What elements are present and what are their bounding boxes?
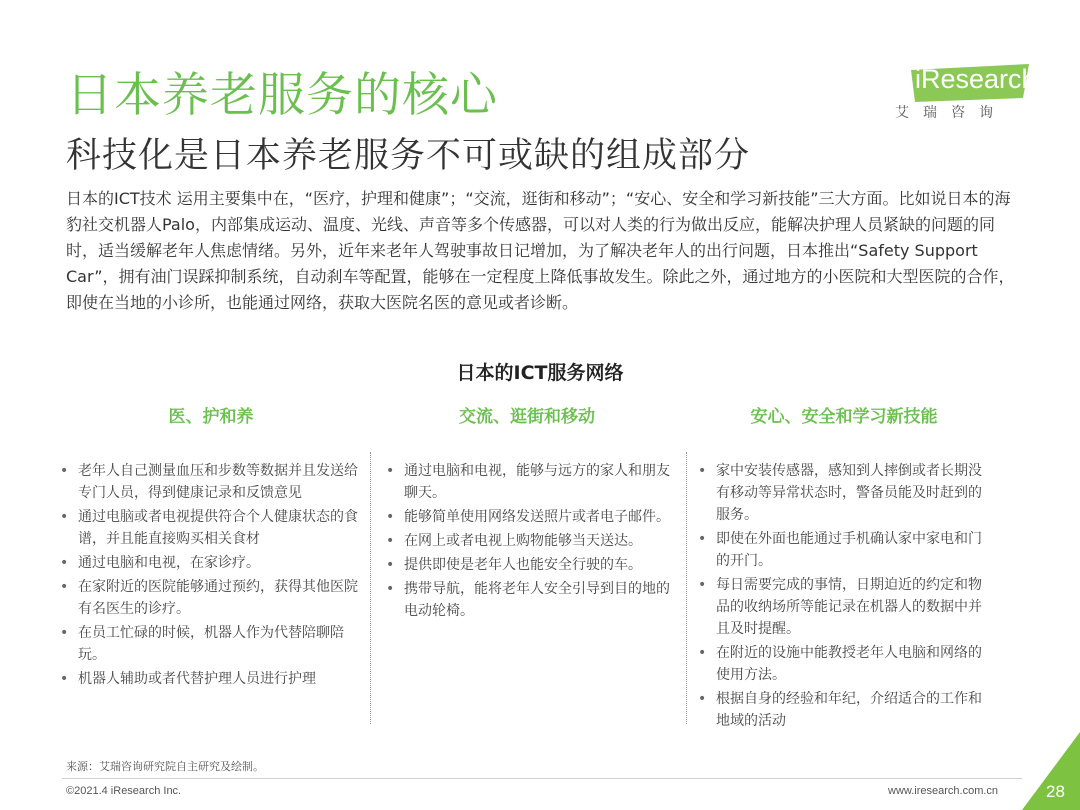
- column-list: [694, 460, 994, 732]
- list-item: • 根据自身的经验和年纪，介绍适合的工作和地域的活动: [694, 688, 994, 732]
- list-item: • 即使在外面也能通过手机确认家中家电和门的开门。: [694, 528, 994, 572]
- list-item: • 在网上或者电视上购物能够当天送达。: [382, 530, 672, 552]
- list-item: • 在家附近的医院能够通过预约，获得其他医院有名医生的诊疗。: [56, 576, 366, 620]
- logo-text: iResearch: [915, 64, 1037, 94]
- intro-paragraph: 日本的ICT技术 运用主要集中在，“医疗，护理和健康”；“交流，逛街和移动”；“安心、安全和学习新技能”三大方面。比如说日本的海豹社交机器人Palo，内部集成运动、温度、光线、声音等多个传感器，可以对人类的行为做出反应，能解决护理人员紧缺的问题的同时，适当缓解老年人焦虑情绪。另外，近年来老年人驾驶事故日记增加，为了解决老年人的出行问题，日本推出“Safety Support Car”，拥有油门误踩抑制系统，自动刹车等配置，能够在一定程度上降低事故发生。除此之外，通过地方的小医院和大型医院的合作，即使在当地的小诊所，也能通过网络，获取大医院名医的意见或者诊断。: [66, 189, 1015, 312]
- column-medical-care: [56, 402, 366, 692]
- list-item: • 通过电脑和电视，能够与远方的家人和朋友聊天。: [382, 460, 672, 504]
- list-item: • 提供即使是老年人也能安全行驶的车。: [382, 554, 672, 576]
- list-item: • 能够简单使用网络发送照片或者电子邮件。: [382, 506, 672, 528]
- list-item: • 家中安装传感器，感知到人摔倒或者长期没有移动等异常状态时，警备员能及时赶到的服务。: [694, 460, 994, 526]
- website-link[interactable]: www.iresearch.com.cn: [888, 785, 999, 797]
- list-item: • 老年人自己测量血压和步数等数据并且发送给专门人员，得到健康记录和反馈意见: [56, 460, 366, 504]
- network-title: 日本的ICT服务网络: [456, 362, 624, 384]
- iresearch-logo: [893, 58, 1037, 128]
- column-list: [56, 460, 366, 690]
- column-heading: 医、护和养: [168, 407, 254, 427]
- list-item: • 在附近的设施中能教授老年人电脑和网络的使用方法。: [694, 642, 994, 686]
- logo-chinese-text: 艾瑞咨询: [895, 105, 1007, 121]
- list-item: • 通过电脑和电视，在家诊疗。: [56, 552, 366, 574]
- page-subtitle: 科技化是日本养老服务不可或缺的组成部分: [66, 136, 751, 176]
- column-heading: 安心、安全和学习新技能: [750, 407, 938, 427]
- page-title: 日本养老服务的核心: [66, 68, 498, 123]
- list-item: • 每日需要完成的事情，日期迫近的约定和物品的收纳场所等能记录在机器人的数据中并且及时提醒。: [694, 574, 994, 640]
- list-item: • 携带导航，能将老年人安全引导到目的地的电动轮椅。: [382, 578, 672, 622]
- page-number: 28: [1046, 782, 1065, 801]
- copyright-text: ©2021.4 iResearch Inc.: [66, 785, 182, 797]
- column-list: [382, 460, 672, 622]
- column-heading: 交流、逛街和移动: [459, 407, 595, 427]
- footer-divider: [62, 778, 1022, 779]
- list-item: • 机器人辅助或者代替护理人员进行护理: [56, 668, 366, 690]
- column-safety: [694, 402, 994, 734]
- list-item: • 通过电脑或者电视提供符合个人健康状态的食谱，并且能直接购买相关食材: [56, 506, 366, 550]
- list-item: • 在员工忙碌的时候，机器人作为代替陪聊陪玩。: [56, 622, 366, 666]
- column-divider: [370, 452, 371, 724]
- source-note: 来源：艾瑞咨询研究院自主研究及绘制。: [66, 760, 264, 773]
- column-divider: [686, 452, 687, 724]
- column-communication: [382, 402, 672, 624]
